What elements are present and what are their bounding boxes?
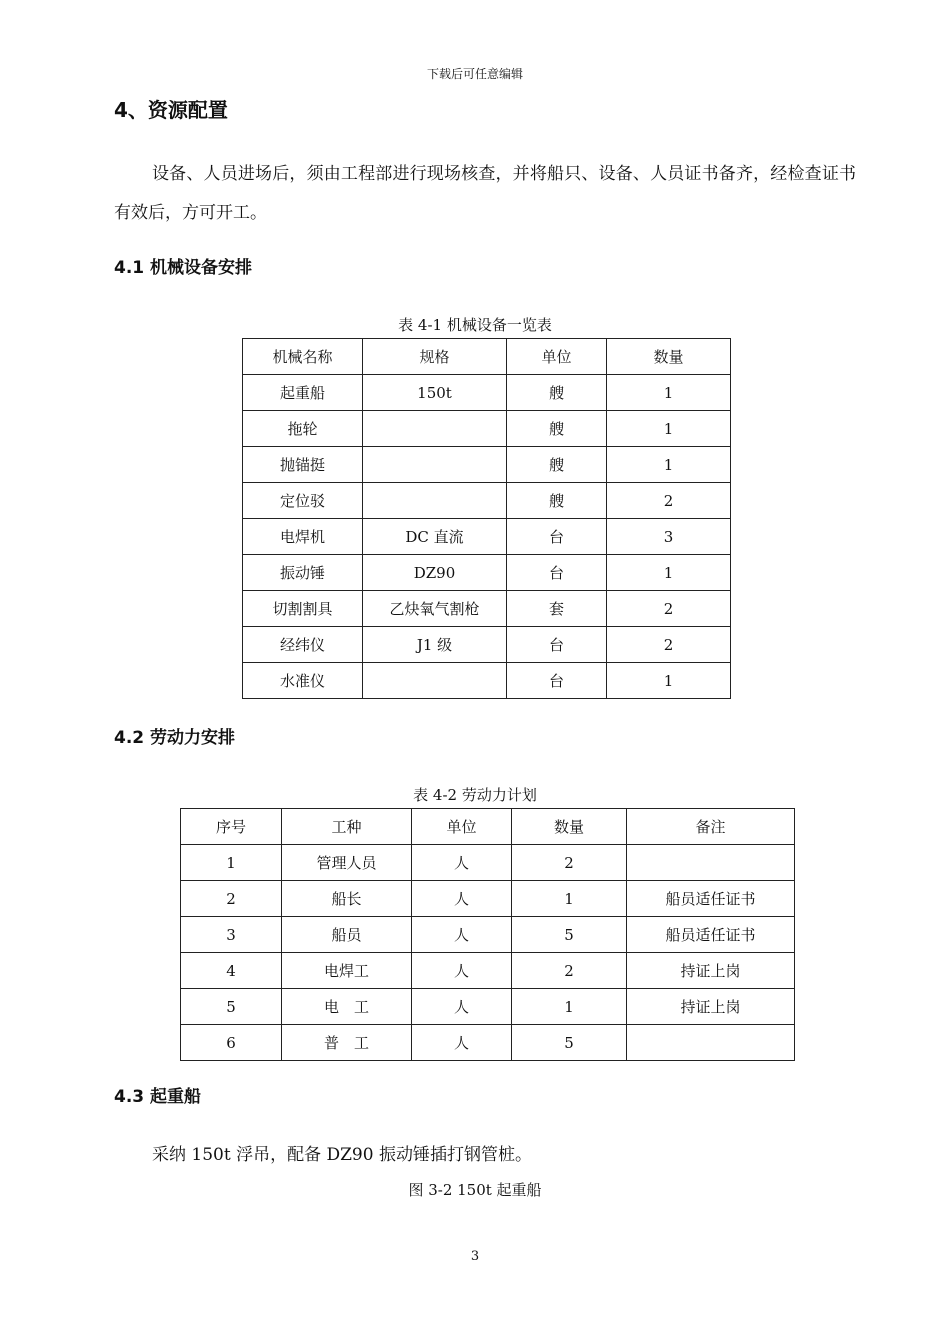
table-cell: 人 [412,989,512,1025]
table-row [243,627,731,663]
table-cell: 人 [412,845,512,881]
table-row [243,663,731,699]
table-cell: 2 [181,881,282,917]
table-cell: 振动锤 [243,555,363,591]
table-cell: 1 [607,411,731,447]
section-4-3-heading: 4.3 起重船 [114,1087,202,1107]
section-4-intro-paragraph: 设备、人员进场后，须由工程部进行现场核查，并将船只、设备、人员证书备齐，经检查证书有效后，方可开工。 [114,164,856,223]
table-cell: 持证上岗 [627,953,795,989]
table-cell: 2 [607,627,731,663]
column-header: 数量 [607,339,731,375]
table-cell: DC 直流 [363,519,507,555]
table-cell: 1 [607,663,731,699]
table-row [243,519,731,555]
table-cell: 水准仪 [243,663,363,699]
table-cell: 电焊机 [243,519,363,555]
section-4-1-heading: 4.1 机械设备安排 [114,258,253,278]
column-header: 数量 [512,809,627,845]
table-cell: 3 [181,917,282,953]
table-4-1-caption: 表 4-1 机械设备一览表 [398,316,552,334]
table-cell: 持证上岗 [627,989,795,1025]
table-cell: 5 [512,917,627,953]
table-cell [363,411,507,447]
column-header: 备注 [627,809,795,845]
table-cell [363,483,507,519]
table-cell: 150t [363,375,507,411]
table-cell: 人 [412,953,512,989]
figure-3-2-caption: 图 3-2 150t 起重船 [408,1181,542,1199]
table-cell: 船员 [282,917,412,953]
table-cell: 人 [412,1025,512,1061]
table-cell: 艘 [507,375,607,411]
table-cell: 3 [607,519,731,555]
table-cell: 1 [181,845,282,881]
table-cell: 台 [507,627,607,663]
table-cell: 台 [507,519,607,555]
column-header: 序号 [181,809,282,845]
table-row [181,917,795,953]
table-row [243,375,731,411]
equipment-table [242,338,731,699]
table-cell: 艘 [507,447,607,483]
table-cell: J1 级 [363,627,507,663]
table-cell: 1 [607,447,731,483]
table-cell: 5 [512,1025,627,1061]
table-cell: 台 [507,555,607,591]
table-cell: 2 [512,845,627,881]
table-cell: 电焊工 [282,953,412,989]
table-cell: 人 [412,917,512,953]
table-cell: 艘 [507,411,607,447]
table-4-2-caption: 表 4-2 劳动力计划 [413,786,537,804]
table-cell: 6 [181,1025,282,1061]
table-header-row [243,339,731,375]
column-header: 机械名称 [243,339,363,375]
table-cell: 船员适任证书 [627,881,795,917]
table-cell: 2 [512,953,627,989]
column-header: 单位 [412,809,512,845]
table-cell: 2 [607,591,731,627]
table-cell [363,447,507,483]
table-cell: 乙炔氧气割枪 [363,591,507,627]
table-cell: 艘 [507,483,607,519]
table-cell: 套 [507,591,607,627]
table-cell: 拖轮 [243,411,363,447]
table-cell [363,663,507,699]
table-cell: 1 [607,555,731,591]
table-cell: 2 [607,483,731,519]
table-cell: 4 [181,953,282,989]
table-cell: 人 [412,881,512,917]
section-4-heading: 4、资源配置 [114,98,228,122]
table-row [181,1025,795,1061]
page-number: 3 [470,1249,480,1264]
table-cell: 台 [507,663,607,699]
column-header: 单位 [507,339,607,375]
table-cell: 定位驳 [243,483,363,519]
table-cell [627,1025,795,1061]
table-cell: 管理人员 [282,845,412,881]
running-header: 下载后可任意编辑 [426,67,523,81]
column-header: 规格 [363,339,507,375]
section-4-2-heading: 4.2 劳动力安排 [114,728,236,748]
table-cell: 起重船 [243,375,363,411]
labor-table [180,808,795,1061]
table-row [243,591,731,627]
table-row [243,447,731,483]
table-row [243,411,731,447]
table-row [181,953,795,989]
table-cell: 普 工 [282,1025,412,1061]
table-row [181,881,795,917]
table-cell: 船员适任证书 [627,917,795,953]
section-4-3-paragraph: 采纳 150t 浮吊，配备 DZ90 振动锤插打钢管桩。 [152,1145,532,1165]
table-row [181,989,795,1025]
table-cell [627,845,795,881]
table-cell: 5 [181,989,282,1025]
table-cell: 1 [512,989,627,1025]
table-cell: 1 [607,375,731,411]
table-cell: 经纬仪 [243,627,363,663]
table-cell: 抛锚挺 [243,447,363,483]
table-row [181,845,795,881]
table-header-row [181,809,795,845]
table-cell: DZ90 [363,555,507,591]
table-cell: 电 工 [282,989,412,1025]
table-cell: 切割割具 [243,591,363,627]
table-cell: 1 [512,881,627,917]
column-header: 工种 [282,809,412,845]
table-row [243,555,731,591]
table-row [243,483,731,519]
table-cell: 船长 [282,881,412,917]
